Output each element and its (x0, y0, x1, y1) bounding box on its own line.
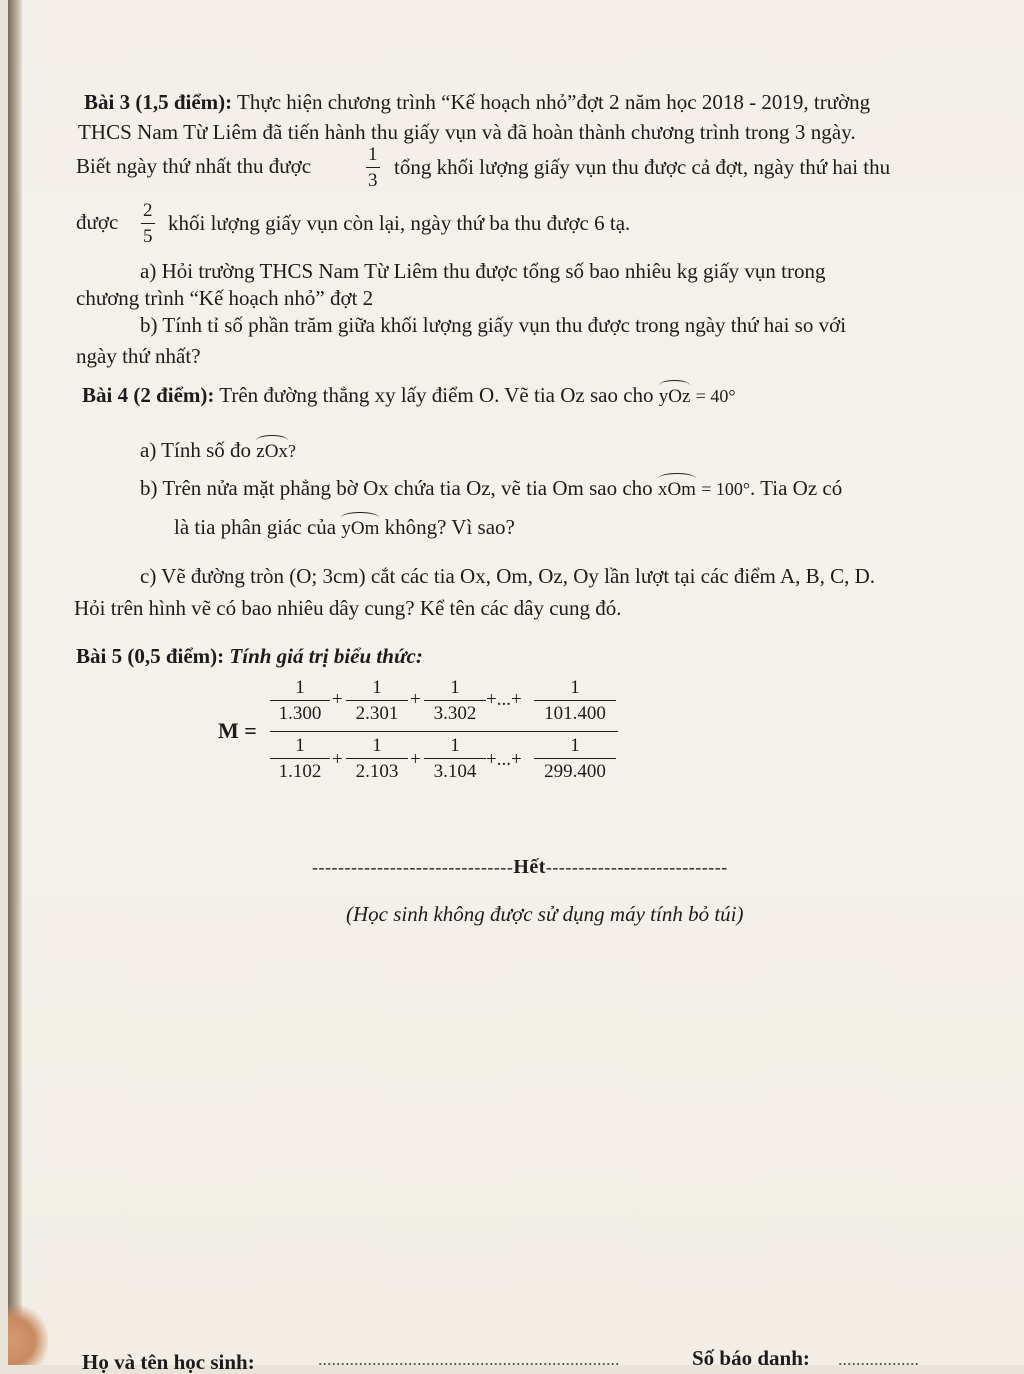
bai3-title: Bài 3 (1,5 điểm): (84, 90, 233, 114)
exam-page (8, 0, 1024, 1374)
ellipsis: +...+ (486, 749, 522, 770)
bai3-qa-line2: chương trình “Kế hoạch nhỏ” đợt 2 (76, 286, 374, 310)
term-num: 1 (570, 677, 580, 698)
bai4-qb2-text: là tia phân giác của (174, 515, 337, 539)
finger-thumb (8, 1305, 48, 1365)
angle-yom: yOm (341, 518, 380, 539)
bai4-qc-line2: Hỏi trên hình vẽ có bao nhiêu dây cung? Kể tên các dây cung đó. (74, 596, 622, 620)
bai3-line4b: khối lượng giấy vụn còn lại, ngày thứ ba thu được 6 tạ. (168, 211, 631, 235)
plus-sign: + (410, 749, 421, 770)
term-den: 1.102 (278, 761, 322, 782)
fraction-num: 1 (368, 144, 378, 165)
bai4-qc-line1: c) Vẽ đường tròn (O; 3cm) cắt các tia Ox, Om, Oz, Oy lần lượt tại các điểm A, B, C, D. (140, 564, 876, 588)
angle-zox: zOx (256, 441, 288, 462)
question-mark: ? (287, 441, 296, 461)
bai4-qa-text: a) Tính số đo (140, 438, 252, 462)
bai5-heading (76, 646, 423, 667)
end-word: Hết (513, 856, 546, 878)
term-den: 3.302 (433, 703, 477, 724)
term-num: 1 (372, 735, 382, 756)
bai4-line1 (82, 385, 736, 406)
term-den: 2.103 (355, 761, 399, 782)
student-name-dots: ................................................................... (318, 1349, 620, 1369)
bai3-qb-line2: ngày thứ nhất? (76, 344, 201, 368)
calculator-note: (Học sinh không được sử dụng máy tính bỏ túi) (346, 902, 744, 926)
bottom-term-4 (534, 736, 616, 781)
bai4-intro: Trên đường thẳng xy lấy điểm O. Vẽ tia Oz sao cho (219, 383, 654, 407)
plus-sign: + (332, 689, 343, 710)
term-den: 3.104 (433, 761, 477, 782)
candidate-number-label: Số báo danh: (692, 1346, 810, 1370)
fraction-den: 3 (368, 170, 378, 191)
bai4-qb-line1 (140, 478, 842, 499)
angle-value-100: = 100° (701, 479, 751, 499)
angle-yoz: yOz (658, 386, 691, 407)
term-num: 1 (570, 735, 580, 756)
term-den: 2.301 (355, 703, 399, 724)
bottom-term-3 (424, 736, 486, 781)
bai4-qb-tail: . Tia Oz có (750, 476, 843, 500)
term-den: 101.400 (544, 703, 606, 724)
bai3-qa-line1: a) Hỏi trường THCS Nam Từ Liêm thu được tổng số bao nhiêu kg giấy vụn trong (140, 259, 826, 283)
bai4-qa (140, 440, 296, 461)
term-num: 1 (450, 677, 460, 698)
term-den: 299.400 (544, 761, 606, 782)
bai3-qb-line1: b) Tính tỉ số phần trăm giữa khối lượng giấy vụn thu được trong ngày thứ hai so với (140, 313, 847, 337)
top-term-2 (346, 678, 408, 723)
angle-value-40: = 40° (695, 386, 736, 406)
fraction-den: 5 (143, 226, 153, 247)
fraction-num: 2 (143, 200, 153, 221)
bai5-task: Tính giá trị biểu thức: (229, 644, 423, 668)
angle-xom: xOm (657, 479, 696, 500)
term-num: 1 (295, 677, 305, 698)
bai3-line2: THCS Nam Từ Liêm đã tiến hành thu giấy vụn và đã hoàn thành chương trình trong 3 ngày. (78, 120, 856, 144)
fraction-two-fifths (141, 201, 155, 246)
bai4-qb-text: b) Trên nửa mặt phẳng bờ Ox chứa tia Oz, vẽ tia Om sao cho (140, 476, 653, 500)
end-marker (312, 857, 728, 877)
term-num: 1 (295, 735, 305, 756)
bottom-term-1 (270, 736, 330, 781)
candidate-number-dots: .................. (838, 1349, 919, 1369)
top-term-4 (534, 678, 616, 723)
bai5-title: Bài 5 (0,5 điểm): (76, 644, 225, 668)
plus-sign: + (410, 689, 421, 710)
bai4-title: Bài 4 (2 điểm): (82, 383, 215, 407)
fraction-one-third (366, 145, 380, 190)
top-term-3 (424, 678, 486, 723)
bai3-line4a: được (76, 210, 119, 234)
term-den: 1.300 (278, 703, 322, 724)
plus-sign: + (332, 749, 343, 770)
bai4-qb-line2 (174, 517, 515, 538)
top-term-1 (270, 678, 330, 723)
student-name-label: Họ và tên học sinh: (82, 1350, 255, 1374)
bai3-line3a: Biết ngày thứ nhất thu được (76, 154, 312, 178)
term-num: 1 (450, 735, 460, 756)
bai4-qb2-tail: không? Vì sao? (384, 515, 515, 539)
bai3-text-1: Thực hiện chương trình “Kế hoạch nhỏ”đợt 2 năm học 2018 - 2019, trường (237, 90, 871, 114)
paper-shadow-edge (8, 0, 22, 1365)
m-label: M = (218, 718, 257, 743)
bai3-line1 (84, 92, 870, 113)
ellipsis: +...+ (486, 689, 522, 710)
end-dashes-right: ---------------------------- (545, 857, 728, 877)
bai3-line3b: tổng khối lượng giấy vụn thu được cả đợt, ngày thứ hai thu (394, 155, 891, 179)
bottom-term-2 (346, 736, 408, 781)
end-dashes-left: ------------------------------- (312, 857, 514, 877)
term-num: 1 (372, 677, 382, 698)
main-fraction-bar (270, 731, 618, 732)
